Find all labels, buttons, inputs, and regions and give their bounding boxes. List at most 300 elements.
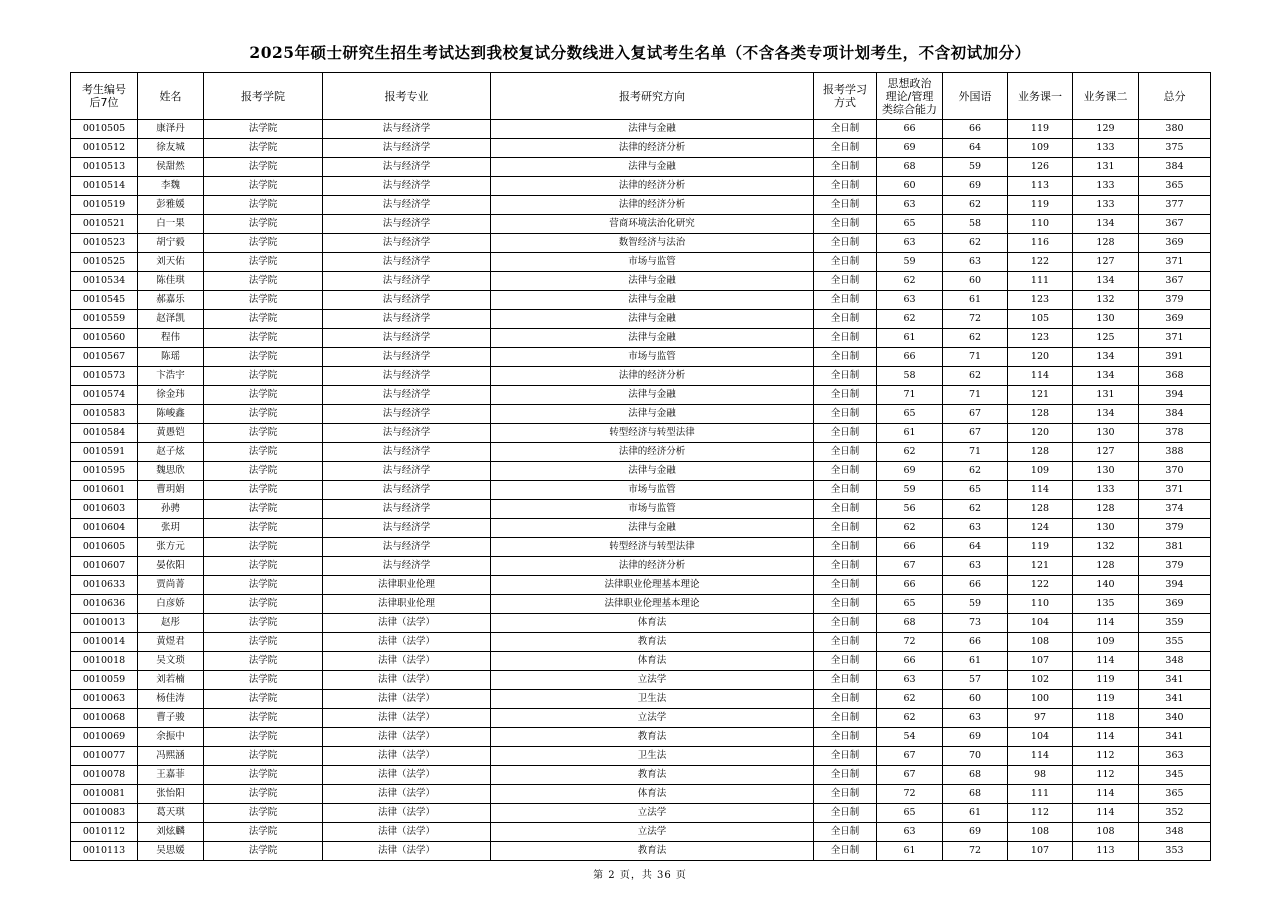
cell-major: 法律（法学） bbox=[323, 766, 491, 785]
cell-foreign: 66 bbox=[943, 633, 1008, 652]
cell-major: 法与经济学 bbox=[323, 519, 491, 538]
cell-course1: 114 bbox=[1008, 481, 1073, 500]
cell-course2: 130 bbox=[1073, 424, 1139, 443]
cell-politics: 65 bbox=[877, 804, 943, 823]
cell-course2: 118 bbox=[1073, 709, 1139, 728]
cell-id: 0010603 bbox=[71, 500, 138, 519]
cell-course2: 134 bbox=[1073, 405, 1139, 424]
cell-name: 黄愚铠 bbox=[138, 424, 204, 443]
cell-course2: 119 bbox=[1073, 671, 1139, 690]
table-row bbox=[71, 462, 1211, 481]
cell-foreign: 68 bbox=[943, 766, 1008, 785]
cell-mode: 全日制 bbox=[814, 519, 877, 538]
cell-college: 法学院 bbox=[204, 747, 323, 766]
cell-college: 法学院 bbox=[204, 291, 323, 310]
cell-major: 法与经济学 bbox=[323, 329, 491, 348]
cell-college: 法学院 bbox=[204, 443, 323, 462]
cell-name: 胡宁毅 bbox=[138, 234, 204, 253]
cell-major: 法与经济学 bbox=[323, 158, 491, 177]
cell-foreign: 69 bbox=[943, 177, 1008, 196]
cell-id: 0010591 bbox=[71, 443, 138, 462]
table-row bbox=[71, 253, 1211, 272]
cell-college: 法学院 bbox=[204, 709, 323, 728]
cell-course2: 132 bbox=[1073, 538, 1139, 557]
cell-total: 381 bbox=[1139, 538, 1211, 557]
cell-course2: 134 bbox=[1073, 348, 1139, 367]
cell-name: 曹玥娟 bbox=[138, 481, 204, 500]
cell-course1: 104 bbox=[1008, 728, 1073, 747]
cell-politics: 69 bbox=[877, 139, 943, 158]
cell-major: 法与经济学 bbox=[323, 367, 491, 386]
cell-id: 0010559 bbox=[71, 310, 138, 329]
cell-mode: 全日制 bbox=[814, 443, 877, 462]
cell-major: 法与经济学 bbox=[323, 291, 491, 310]
cell-course1: 114 bbox=[1008, 747, 1073, 766]
cell-course1: 119 bbox=[1008, 196, 1073, 215]
cell-mode: 全日制 bbox=[814, 405, 877, 424]
cell-mode: 全日制 bbox=[814, 386, 877, 405]
cell-total: 355 bbox=[1139, 633, 1211, 652]
cell-major: 法律（法学） bbox=[323, 785, 491, 804]
cell-course2: 113 bbox=[1073, 842, 1139, 861]
header-foreign: 外国语 bbox=[943, 73, 1008, 120]
cell-major: 法与经济学 bbox=[323, 272, 491, 291]
cell-politics: 63 bbox=[877, 234, 943, 253]
cell-name: 张方元 bbox=[138, 538, 204, 557]
table-row bbox=[71, 139, 1211, 158]
cell-foreign: 60 bbox=[943, 272, 1008, 291]
cell-mode: 全日制 bbox=[814, 329, 877, 348]
cell-major: 法律（法学） bbox=[323, 842, 491, 861]
cell-course2: 134 bbox=[1073, 272, 1139, 291]
cell-course2: 125 bbox=[1073, 329, 1139, 348]
cell-mode: 全日制 bbox=[814, 842, 877, 861]
cell-college: 法学院 bbox=[204, 690, 323, 709]
cell-total: 365 bbox=[1139, 785, 1211, 804]
cell-politics: 72 bbox=[877, 785, 943, 804]
header-total: 总分 bbox=[1139, 73, 1211, 120]
cell-id: 0010063 bbox=[71, 690, 138, 709]
cell-total: 369 bbox=[1139, 595, 1211, 614]
cell-course1: 120 bbox=[1008, 348, 1073, 367]
cell-major: 法律（法学） bbox=[323, 823, 491, 842]
cell-mode: 全日制 bbox=[814, 804, 877, 823]
cell-total: 371 bbox=[1139, 253, 1211, 272]
cell-direction: 法律与金融 bbox=[491, 329, 814, 348]
cell-politics: 66 bbox=[877, 652, 943, 671]
cell-major: 法与经济学 bbox=[323, 557, 491, 576]
cell-foreign: 59 bbox=[943, 158, 1008, 177]
cell-total: 363 bbox=[1139, 747, 1211, 766]
cell-mode: 全日制 bbox=[814, 747, 877, 766]
cell-course1: 107 bbox=[1008, 842, 1073, 861]
cell-college: 法学院 bbox=[204, 177, 323, 196]
cell-major: 法与经济学 bbox=[323, 424, 491, 443]
cell-total: 353 bbox=[1139, 842, 1211, 861]
cell-foreign: 64 bbox=[943, 139, 1008, 158]
cell-direction: 法律与金融 bbox=[491, 386, 814, 405]
cell-course2: 119 bbox=[1073, 690, 1139, 709]
cell-mode: 全日制 bbox=[814, 139, 877, 158]
cell-id: 0010595 bbox=[71, 462, 138, 481]
table-row bbox=[71, 728, 1211, 747]
cell-course1: 108 bbox=[1008, 633, 1073, 652]
table-row bbox=[71, 367, 1211, 386]
cell-mode: 全日制 bbox=[814, 177, 877, 196]
header-direction: 报考研究方向 bbox=[491, 73, 814, 120]
cell-mode: 全日制 bbox=[814, 766, 877, 785]
cell-college: 法学院 bbox=[204, 652, 323, 671]
cell-foreign: 72 bbox=[943, 310, 1008, 329]
cell-direction: 体育法 bbox=[491, 614, 814, 633]
cell-name: 余振中 bbox=[138, 728, 204, 747]
cell-course1: 109 bbox=[1008, 139, 1073, 158]
cell-politics: 72 bbox=[877, 633, 943, 652]
cell-course2: 134 bbox=[1073, 215, 1139, 234]
table-row bbox=[71, 652, 1211, 671]
cell-mode: 全日制 bbox=[814, 367, 877, 386]
cell-id: 0010018 bbox=[71, 652, 138, 671]
cell-major: 法律（法学） bbox=[323, 614, 491, 633]
cell-name: 刘若楠 bbox=[138, 671, 204, 690]
cell-name: 贾尚菁 bbox=[138, 576, 204, 595]
cell-name: 吴思媛 bbox=[138, 842, 204, 861]
cell-name: 黄煜君 bbox=[138, 633, 204, 652]
cell-mode: 全日制 bbox=[814, 234, 877, 253]
cell-major: 法与经济学 bbox=[323, 500, 491, 519]
page-footer: 第 2 页，共 36 页 bbox=[593, 870, 687, 881]
cell-name: 卞浩宇 bbox=[138, 367, 204, 386]
cell-college: 法学院 bbox=[204, 405, 323, 424]
table-row bbox=[71, 709, 1211, 728]
cell-total: 371 bbox=[1139, 329, 1211, 348]
cell-direction: 法律与金融 bbox=[491, 519, 814, 538]
cell-id: 0010583 bbox=[71, 405, 138, 424]
table-row bbox=[71, 443, 1211, 462]
cell-course1: 111 bbox=[1008, 272, 1073, 291]
cell-mode: 全日制 bbox=[814, 728, 877, 747]
cell-id: 0010513 bbox=[71, 158, 138, 177]
cell-direction: 市场与监管 bbox=[491, 481, 814, 500]
cell-direction: 体育法 bbox=[491, 652, 814, 671]
cell-college: 法学院 bbox=[204, 785, 323, 804]
cell-politics: 66 bbox=[877, 538, 943, 557]
cell-course2: 127 bbox=[1073, 253, 1139, 272]
cell-course2: 128 bbox=[1073, 557, 1139, 576]
table-row bbox=[71, 272, 1211, 291]
cell-major: 法与经济学 bbox=[323, 443, 491, 462]
table-row bbox=[71, 671, 1211, 690]
cell-major: 法律（法学） bbox=[323, 747, 491, 766]
cell-total: 348 bbox=[1139, 652, 1211, 671]
header-politics: 思想政治 理论/管理 类综合能力 bbox=[877, 73, 943, 120]
cell-direction: 法律的经济分析 bbox=[491, 367, 814, 386]
cell-foreign: 60 bbox=[943, 690, 1008, 709]
cell-foreign: 67 bbox=[943, 405, 1008, 424]
table-row bbox=[71, 158, 1211, 177]
cell-total: 348 bbox=[1139, 823, 1211, 842]
cell-major: 法与经济学 bbox=[323, 139, 491, 158]
cell-college: 法学院 bbox=[204, 215, 323, 234]
cell-politics: 67 bbox=[877, 766, 943, 785]
cell-politics: 67 bbox=[877, 747, 943, 766]
cell-politics: 63 bbox=[877, 671, 943, 690]
cell-name: 徐友城 bbox=[138, 139, 204, 158]
cell-course2: 130 bbox=[1073, 462, 1139, 481]
cell-total: 368 bbox=[1139, 367, 1211, 386]
cell-name: 吴文琐 bbox=[138, 652, 204, 671]
header-id: 考生编号 后7位 bbox=[71, 73, 138, 120]
cell-course1: 98 bbox=[1008, 766, 1073, 785]
cell-college: 法学院 bbox=[204, 500, 323, 519]
cell-name: 赵泽凯 bbox=[138, 310, 204, 329]
cell-foreign: 59 bbox=[943, 595, 1008, 614]
cell-name: 葛天琪 bbox=[138, 804, 204, 823]
cell-foreign: 69 bbox=[943, 728, 1008, 747]
cell-major: 法与经济学 bbox=[323, 481, 491, 500]
cell-foreign: 73 bbox=[943, 614, 1008, 633]
cell-mode: 全日制 bbox=[814, 595, 877, 614]
cell-total: 380 bbox=[1139, 120, 1211, 139]
cell-id: 0010069 bbox=[71, 728, 138, 747]
cell-major: 法与经济学 bbox=[323, 538, 491, 557]
cell-course2: 128 bbox=[1073, 500, 1139, 519]
cell-college: 法学院 bbox=[204, 234, 323, 253]
cell-politics: 68 bbox=[877, 158, 943, 177]
cell-id: 0010534 bbox=[71, 272, 138, 291]
cell-foreign: 64 bbox=[943, 538, 1008, 557]
cell-major: 法律（法学） bbox=[323, 652, 491, 671]
cell-course1: 123 bbox=[1008, 291, 1073, 310]
cell-total: 384 bbox=[1139, 158, 1211, 177]
cell-mode: 全日制 bbox=[814, 633, 877, 652]
cell-politics: 61 bbox=[877, 329, 943, 348]
cell-mode: 全日制 bbox=[814, 671, 877, 690]
cell-college: 法学院 bbox=[204, 158, 323, 177]
cell-name: 白彦娇 bbox=[138, 595, 204, 614]
cell-foreign: 70 bbox=[943, 747, 1008, 766]
cell-course2: 114 bbox=[1073, 614, 1139, 633]
cell-course2: 134 bbox=[1073, 367, 1139, 386]
cell-direction: 教育法 bbox=[491, 728, 814, 747]
cell-direction: 法律的经济分析 bbox=[491, 557, 814, 576]
cell-course1: 128 bbox=[1008, 500, 1073, 519]
cell-major: 法与经济学 bbox=[323, 234, 491, 253]
table-row bbox=[71, 329, 1211, 348]
cell-major: 法与经济学 bbox=[323, 405, 491, 424]
cell-name: 张玥 bbox=[138, 519, 204, 538]
table-row bbox=[71, 348, 1211, 367]
header-course1: 业务课一 bbox=[1008, 73, 1073, 120]
cell-total: 367 bbox=[1139, 215, 1211, 234]
cell-course2: 129 bbox=[1073, 120, 1139, 139]
cell-mode: 全日制 bbox=[814, 310, 877, 329]
header-major: 报考专业 bbox=[323, 73, 491, 120]
cell-major: 法律（法学） bbox=[323, 690, 491, 709]
cell-course2: 133 bbox=[1073, 139, 1139, 158]
header-mode: 报考学习 方式 bbox=[814, 73, 877, 120]
cell-politics: 66 bbox=[877, 120, 943, 139]
cell-foreign: 71 bbox=[943, 443, 1008, 462]
cell-total: 379 bbox=[1139, 557, 1211, 576]
cell-major: 法律（法学） bbox=[323, 804, 491, 823]
cell-mode: 全日制 bbox=[814, 538, 877, 557]
cell-course1: 123 bbox=[1008, 329, 1073, 348]
cell-foreign: 69 bbox=[943, 823, 1008, 842]
cell-politics: 62 bbox=[877, 709, 943, 728]
candidate-table bbox=[70, 72, 1211, 861]
cell-politics: 65 bbox=[877, 405, 943, 424]
table-body bbox=[71, 120, 1211, 861]
cell-major: 法律（法学） bbox=[323, 709, 491, 728]
cell-college: 法学院 bbox=[204, 671, 323, 690]
cell-total: 374 bbox=[1139, 500, 1211, 519]
cell-college: 法学院 bbox=[204, 766, 323, 785]
cell-total: 379 bbox=[1139, 291, 1211, 310]
cell-politics: 54 bbox=[877, 728, 943, 747]
cell-id: 0010519 bbox=[71, 196, 138, 215]
cell-name: 陈瑶 bbox=[138, 348, 204, 367]
cell-direction: 法律的经济分析 bbox=[491, 196, 814, 215]
cell-mode: 全日制 bbox=[814, 253, 877, 272]
cell-total: 394 bbox=[1139, 386, 1211, 405]
cell-college: 法学院 bbox=[204, 462, 323, 481]
cell-name: 孙骋 bbox=[138, 500, 204, 519]
cell-direction: 转型经济与转型法律 bbox=[491, 538, 814, 557]
cell-total: 384 bbox=[1139, 405, 1211, 424]
cell-mode: 全日制 bbox=[814, 196, 877, 215]
cell-foreign: 62 bbox=[943, 462, 1008, 481]
cell-course2: 127 bbox=[1073, 443, 1139, 462]
cell-id: 0010059 bbox=[71, 671, 138, 690]
cell-course1: 126 bbox=[1008, 158, 1073, 177]
cell-course2: 130 bbox=[1073, 519, 1139, 538]
cell-foreign: 61 bbox=[943, 652, 1008, 671]
cell-course1: 110 bbox=[1008, 595, 1073, 614]
cell-id: 0010525 bbox=[71, 253, 138, 272]
cell-course1: 122 bbox=[1008, 253, 1073, 272]
cell-total: 371 bbox=[1139, 481, 1211, 500]
cell-politics: 68 bbox=[877, 614, 943, 633]
cell-id: 0010078 bbox=[71, 766, 138, 785]
cell-foreign: 62 bbox=[943, 367, 1008, 386]
cell-direction: 市场与监管 bbox=[491, 500, 814, 519]
cell-id: 0010560 bbox=[71, 329, 138, 348]
cell-foreign: 57 bbox=[943, 671, 1008, 690]
table-row bbox=[71, 557, 1211, 576]
cell-college: 法学院 bbox=[204, 310, 323, 329]
cell-politics: 65 bbox=[877, 215, 943, 234]
cell-id: 0010113 bbox=[71, 842, 138, 861]
cell-mode: 全日制 bbox=[814, 215, 877, 234]
cell-college: 法学院 bbox=[204, 557, 323, 576]
cell-major: 法律（法学） bbox=[323, 728, 491, 747]
cell-direction: 法律与金融 bbox=[491, 120, 814, 139]
cell-course2: 132 bbox=[1073, 291, 1139, 310]
cell-course2: 109 bbox=[1073, 633, 1139, 652]
cell-course1: 110 bbox=[1008, 215, 1073, 234]
cell-name: 李魏 bbox=[138, 177, 204, 196]
cell-name: 杨佳涛 bbox=[138, 690, 204, 709]
cell-name: 魏思欣 bbox=[138, 462, 204, 481]
cell-direction: 法律的经济分析 bbox=[491, 443, 814, 462]
cell-course2: 130 bbox=[1073, 310, 1139, 329]
cell-id: 0010083 bbox=[71, 804, 138, 823]
cell-mode: 全日制 bbox=[814, 690, 877, 709]
cell-college: 法学院 bbox=[204, 614, 323, 633]
cell-mode: 全日制 bbox=[814, 576, 877, 595]
cell-name: 刘天佑 bbox=[138, 253, 204, 272]
cell-name: 刘炫麟 bbox=[138, 823, 204, 842]
cell-direction: 法律的经济分析 bbox=[491, 177, 814, 196]
cell-total: 375 bbox=[1139, 139, 1211, 158]
cell-direction: 法律与金融 bbox=[491, 405, 814, 424]
cell-mode: 全日制 bbox=[814, 462, 877, 481]
cell-course1: 105 bbox=[1008, 310, 1073, 329]
cell-course1: 111 bbox=[1008, 785, 1073, 804]
cell-name: 康泽丹 bbox=[138, 120, 204, 139]
cell-id: 0010545 bbox=[71, 291, 138, 310]
table-row bbox=[71, 614, 1211, 633]
cell-college: 法学院 bbox=[204, 576, 323, 595]
cell-course1: 108 bbox=[1008, 823, 1073, 842]
cell-name: 郝嘉乐 bbox=[138, 291, 204, 310]
cell-total: 345 bbox=[1139, 766, 1211, 785]
cell-id: 0010573 bbox=[71, 367, 138, 386]
cell-college: 法学院 bbox=[204, 329, 323, 348]
cell-course2: 140 bbox=[1073, 576, 1139, 595]
table-row bbox=[71, 386, 1211, 405]
cell-major: 法与经济学 bbox=[323, 215, 491, 234]
cell-college: 法学院 bbox=[204, 253, 323, 272]
cell-politics: 67 bbox=[877, 557, 943, 576]
cell-major: 法与经济学 bbox=[323, 462, 491, 481]
cell-total: 378 bbox=[1139, 424, 1211, 443]
header-college: 报考学院 bbox=[204, 73, 323, 120]
cell-id: 0010633 bbox=[71, 576, 138, 595]
header-name: 姓名 bbox=[138, 73, 204, 120]
cell-mode: 全日制 bbox=[814, 557, 877, 576]
cell-course2: 133 bbox=[1073, 196, 1139, 215]
table-row bbox=[71, 804, 1211, 823]
cell-direction: 教育法 bbox=[491, 842, 814, 861]
cell-course1: 121 bbox=[1008, 386, 1073, 405]
table-row bbox=[71, 481, 1211, 500]
cell-id: 0010601 bbox=[71, 481, 138, 500]
cell-name: 白一果 bbox=[138, 215, 204, 234]
cell-course1: 113 bbox=[1008, 177, 1073, 196]
cell-college: 法学院 bbox=[204, 823, 323, 842]
table-row bbox=[71, 310, 1211, 329]
cell-foreign: 62 bbox=[943, 329, 1008, 348]
page-title: 2025年硕士研究生招生考试达到我校复试分数线进入复试考生名单（不含各类专项计划考生，不含初试加分） bbox=[249, 43, 1031, 62]
cell-foreign: 62 bbox=[943, 234, 1008, 253]
cell-id: 0010068 bbox=[71, 709, 138, 728]
cell-id: 0010574 bbox=[71, 386, 138, 405]
cell-course2: 133 bbox=[1073, 481, 1139, 500]
cell-course1: 128 bbox=[1008, 405, 1073, 424]
table-row bbox=[71, 595, 1211, 614]
cell-foreign: 66 bbox=[943, 120, 1008, 139]
cell-college: 法学院 bbox=[204, 424, 323, 443]
cell-major: 法与经济学 bbox=[323, 386, 491, 405]
cell-direction: 营商环境法治化研究 bbox=[491, 215, 814, 234]
cell-major: 法与经济学 bbox=[323, 348, 491, 367]
cell-id: 0010604 bbox=[71, 519, 138, 538]
table-row bbox=[71, 576, 1211, 595]
cell-major: 法律职业伦理 bbox=[323, 595, 491, 614]
cell-politics: 63 bbox=[877, 196, 943, 215]
